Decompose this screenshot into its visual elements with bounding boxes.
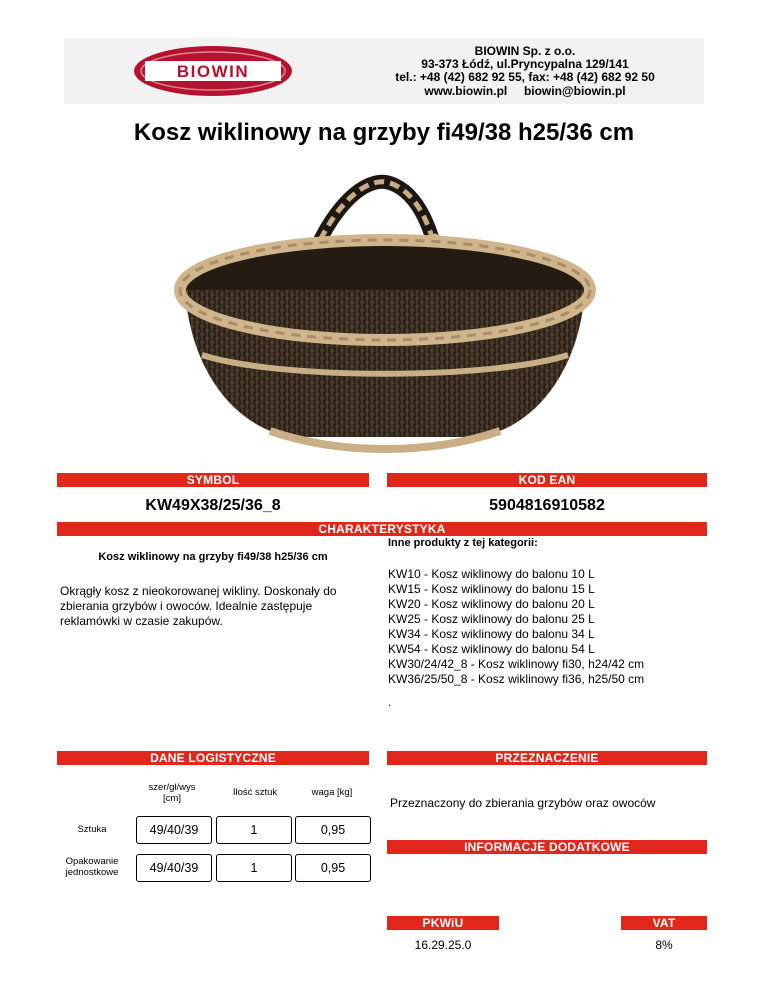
product-name: Kosz wiklinowy na grzyby fi49/38 h25/36 cm	[98, 551, 328, 563]
ean-value: 5904816910582	[489, 497, 605, 514]
ean-header: KOD EAN	[387, 473, 707, 487]
company-address: 93-373 Łódź, ul.Pryncypalna 129/141	[421, 57, 629, 72]
company-info	[360, 45, 690, 98]
package-quantity: 1	[216, 854, 292, 882]
purpose-header: PRZEZNACZENIE	[387, 751, 707, 765]
biowin-logo	[132, 44, 294, 98]
company-contacts	[360, 85, 690, 98]
characteristics-header: CHARAKTERYSTYKA	[57, 522, 707, 536]
unit-weight: 0,95	[295, 816, 371, 844]
company-name: BIOWIN Sp. z o.o.	[474, 44, 576, 58]
row-label-package: Opakowanie jednostkowe	[65, 856, 119, 878]
list-item[interactable]: KW36/25/50_8 - Kosz wiklinowy fi36, h25/50 cm	[388, 672, 645, 686]
list-item[interactable]: KW30/24/42_8 - Kosz wiklinowy fi30, h24/42 cm	[388, 657, 645, 671]
vat-value: 8%	[655, 938, 673, 952]
unit-quantity: 1	[216, 816, 292, 844]
logistics-header: DANE LOGISTYCZNE	[57, 751, 369, 765]
product-description: Okrągły kosz z nieokorowanej wikliny. Doskonały do zbierania grzybów i owoców. Idealnie zastępuje reklamówki w czasie zakupów.	[60, 584, 337, 628]
package-weight: 0,95	[295, 854, 371, 882]
unit-dimensions: 49/40/39	[136, 816, 212, 844]
purpose-text: Przeznaczony do zbierania grzybów oraz owoców	[390, 796, 656, 810]
symbol-header: SYMBOL	[57, 473, 369, 487]
list-item[interactable]: KW20 - Kosz wiklinowy do balonu 20 L	[388, 597, 595, 611]
list-item[interactable]: KW25 - Kosz wiklinowy do balonu 25 L	[388, 612, 595, 626]
list-item[interactable]: KW10 - Kosz wiklinowy do balonu 10 L	[388, 567, 595, 581]
additional-info-header: INFORMACJE DODATKOWE	[387, 840, 707, 854]
product-image	[150, 165, 620, 465]
page-title: Kosz wiklinowy na grzyby fi49/38 h25/36 cm	[133, 119, 635, 146]
column-header-weight: waga [kg]	[311, 787, 353, 798]
company-phone: tel.: +48 (42) 682 92 55, fax: +48 (42) 682 92 50	[395, 70, 655, 85]
pkwiu-header: PKWiU	[387, 916, 499, 930]
pkwiu-value: 16.29.25.0	[414, 938, 472, 952]
list-item[interactable]: KW54 - Kosz wiklinowy do balonu 54 L	[388, 642, 595, 656]
other-products-heading: Inne produkty z tej kategorii:	[388, 537, 538, 549]
other-products-trailing: .	[388, 695, 392, 709]
company-email-link[interactable]: biowin@biowin.pl	[523, 83, 626, 98]
company-web-link[interactable]: www.biowin.pl	[424, 83, 508, 98]
logo-text: BIOWIN	[176, 62, 250, 81]
column-header-dimensions: szer/gł/wys [cm]	[148, 782, 196, 804]
list-item[interactable]: KW15 - Kosz wiklinowy do balonu 15 L	[388, 582, 595, 596]
symbol-value: KW49X38/25/36_8	[145, 497, 281, 514]
list-item[interactable]: KW34 - Kosz wiklinowy do balonu 34 L	[388, 627, 595, 641]
row-label-unit: Sztuka	[77, 824, 107, 835]
column-header-quantity: Ilość sztuk	[232, 787, 278, 798]
other-products-list	[388, 567, 718, 687]
package-dimensions: 49/40/39	[136, 854, 212, 882]
vat-header: VAT	[621, 916, 707, 930]
